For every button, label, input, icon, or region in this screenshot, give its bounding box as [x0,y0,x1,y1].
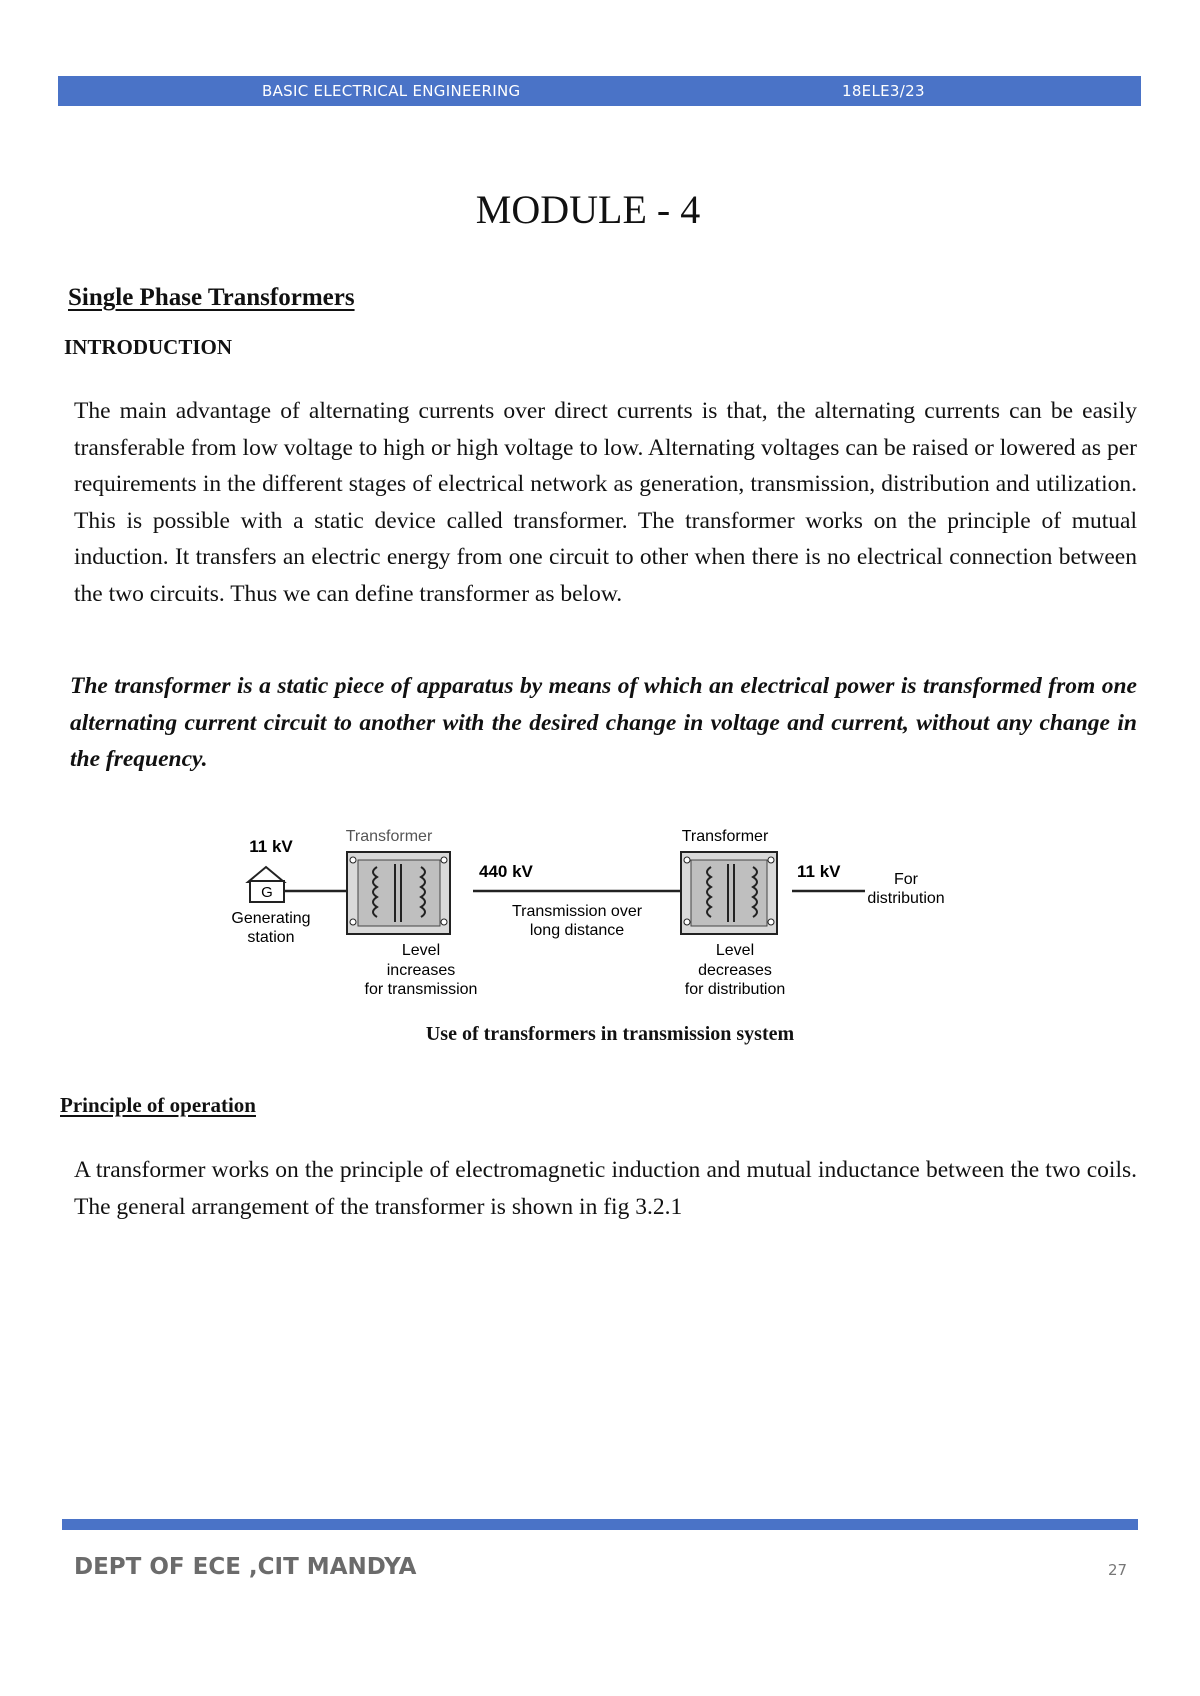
output-label-line2: distribution [867,890,945,907]
tx2-label-line3: for distribution [684,981,786,997]
figure-caption: Use of transformers in transmission system [425,1023,795,1045]
step-up-transformer-icon [347,852,450,934]
tx1-label-line3: for transmission [364,981,478,997]
module-title: MODULE - 4 [475,187,701,232]
header-course-title: BASIC ELECTRICAL ENGINEERING [262,82,521,100]
transmission-diagram [225,812,965,997]
tx1-label-line1: Level [401,942,441,959]
principle-paragraph: A transformer works on the principle of electromagnetic induction and mutual inductance between the two coils. The general arrangement of the transformer is shown in fig 3.2.1 [74,1157,1137,1220]
introduction-heading: INTRODUCTION [64,335,233,359]
principle-heading: Principle of operation [60,1093,256,1117]
tx2-title: Transformer [681,828,769,845]
section-title: Single Phase Transformers [68,284,355,311]
line-label-line2: long distance [529,922,625,939]
tx1-label-line2: increases [386,962,456,979]
generator-symbol: G [261,884,273,901]
tx2-voltage-label: 11 kV [797,862,841,881]
generating-label-line1: Generating [231,910,311,927]
header-course-code: 18ELE3/23 [842,82,925,100]
transformer-definition: The transformer is a static piece of apparatus by means of which an electrical power is transformed from one alternating current circuit to another with the desired change in voltage and current, without any change in the frequency. [70,673,1137,773]
tx2-label-line1: Level [715,942,755,959]
output-label-line1: For [894,871,918,888]
line-label-line1: Transmission over [511,903,643,920]
introduction-paragraph: The main advantage of alternating currents over direct currents is that, the alternating currents can be easily transferable from low voltage to high or high voltage to low. Alternating voltages can be raised or lowered as per requirements in the different stages of electrical network as generation, transmission, distribution and utilization. This is possible with a static device called transformer. The transformer works on the principle of mutual induction. It transfers an electric energy from one circuit to other when there is no electrical connection between the two circuits. Thus we can define transformer as below. [74,398,1137,607]
generator-voltage-label: 11 kV [249,837,293,856]
generating-label-line2: station [247,929,295,946]
tx1-title: Transformer [345,828,433,845]
page-number: 27 [1108,1561,1128,1579]
tx2-label-line2: decreases [698,962,772,979]
footer-department: DEPT OF ECE ,CIT MANDYA [74,1554,417,1580]
header-bar [58,76,1141,106]
footer-bar [62,1519,1138,1530]
tx1-voltage-label: 440 kV [479,862,533,881]
step-down-transformer-icon [681,852,777,934]
